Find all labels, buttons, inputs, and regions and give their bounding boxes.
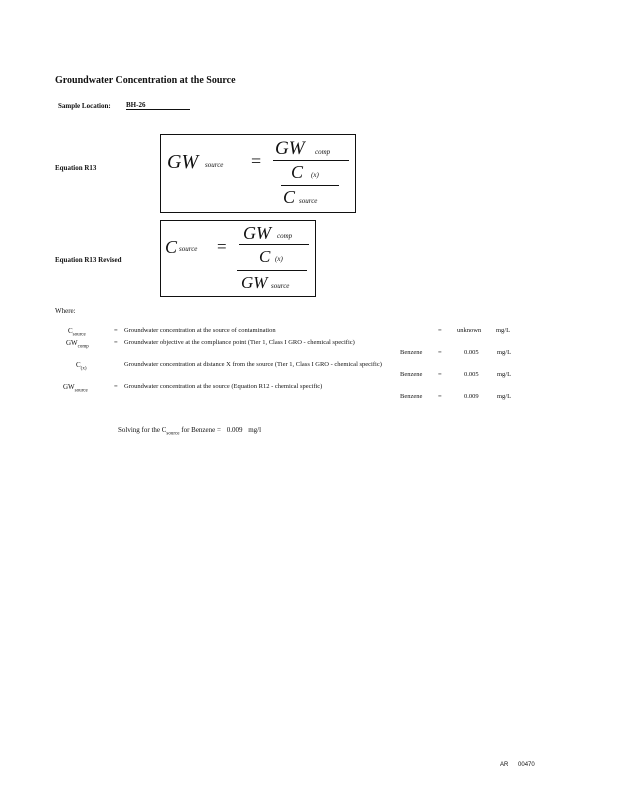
sample-location-value: BH-26 (126, 101, 190, 110)
equation-r13-revised-label: Equation R13 Revised (55, 256, 122, 264)
eq1-equals: = (251, 151, 262, 171)
def-symbol-sub: comp (77, 344, 89, 350)
chem-unit: mg/L (497, 349, 512, 356)
chem-unit: mg/L (497, 371, 512, 378)
footer-ar (500, 762, 535, 768)
eq2-lhs-sub: source (179, 245, 198, 253)
solve-value: 0.009 (226, 426, 243, 434)
equation-r13-label: Equation R13 (55, 164, 97, 172)
def-symbol-sub: (x) (80, 366, 87, 372)
eq2-lhs: C (165, 237, 178, 257)
def-eq: = (114, 383, 118, 390)
eq2-num-sub: comp (277, 232, 293, 240)
equation-r13-box (160, 134, 356, 213)
chem-unit: mg/L (497, 393, 512, 400)
def-desc: Groundwater concentration at the source of contamination (124, 327, 276, 334)
def-row-gwsource (63, 383, 88, 393)
def-value: unknown (457, 327, 482, 334)
footer-number: 00470 (518, 762, 535, 768)
def-eq2: = (438, 327, 442, 334)
chem-name: Benzene (400, 371, 423, 378)
eq2-mid: C (259, 247, 271, 266)
eq2-fraction-line-2 (237, 270, 307, 271)
def-symbol: C (76, 361, 81, 369)
eq2-mid-sub: (x) (275, 255, 283, 263)
chem-eq: = (438, 393, 442, 400)
eq2-den: GW (241, 273, 268, 292)
def-desc: Groundwater concentration at distance X from the source (Tier 1, Class I GRO - chemical specific) (124, 361, 382, 368)
def-symbol-sub: source (72, 332, 86, 338)
page-title: Groundwater Concentration at the Source (55, 75, 236, 86)
eq2-fraction-line (239, 244, 309, 245)
chem-name: Benzene (400, 393, 423, 400)
eq1-num-sub: comp (315, 148, 331, 156)
def-symbol: C (68, 327, 73, 335)
def-symbol: GW (63, 383, 75, 391)
eq2-num: GW (243, 223, 271, 243)
def-desc: Groundwater objective at the compliance point (Tier 1, Class I GRO - chemical specific) (124, 339, 355, 346)
def-eq: = (114, 327, 118, 334)
solve-sub: source (166, 431, 180, 437)
def-unit: mg/L (496, 327, 511, 334)
eq1-den: C (283, 187, 296, 207)
eq1-mid: C (291, 162, 304, 182)
def-eq: = (114, 339, 118, 346)
chem-eq: = (438, 371, 442, 378)
solve-unit: mg/l (248, 426, 262, 434)
def-symbol: GW (66, 339, 78, 347)
where-label: Where: (55, 307, 76, 315)
eq2-den-sub: source (271, 282, 290, 290)
chem-eq: = (438, 349, 442, 356)
eq1-fraction-line-2 (281, 185, 339, 186)
eq1-fraction-line (273, 160, 349, 161)
def-row-cx (76, 361, 87, 371)
solve-mid: for Benzene = (181, 426, 221, 434)
def-row-csource (68, 327, 86, 337)
eq1-den-sub: source (299, 197, 318, 205)
eq1-mid-sub: (x) (311, 171, 319, 179)
chem-name: Benzene (400, 349, 423, 356)
chem-value: 0.005 (464, 371, 479, 378)
chem-value: 0.009 (464, 393, 479, 400)
solve-prefix: Solving for the C (118, 426, 167, 434)
equation-r13-revised-box (160, 220, 316, 297)
eq1-lhs-sub: source (205, 161, 224, 169)
solve-line (118, 426, 261, 436)
def-desc: Groundwater concentration at the source (Equation R12 - chemical specific) (124, 383, 323, 390)
sample-location-label: Sample Location: (58, 102, 111, 110)
eq1-lhs: GW (167, 151, 199, 173)
footer-ar-label: AR (500, 762, 509, 768)
def-symbol-sub: source (74, 388, 88, 394)
chem-value: 0.005 (464, 349, 479, 356)
eq1-num: GW (275, 138, 305, 159)
eq2-equals: = (217, 237, 227, 256)
def-row-gwcomp (66, 339, 89, 349)
